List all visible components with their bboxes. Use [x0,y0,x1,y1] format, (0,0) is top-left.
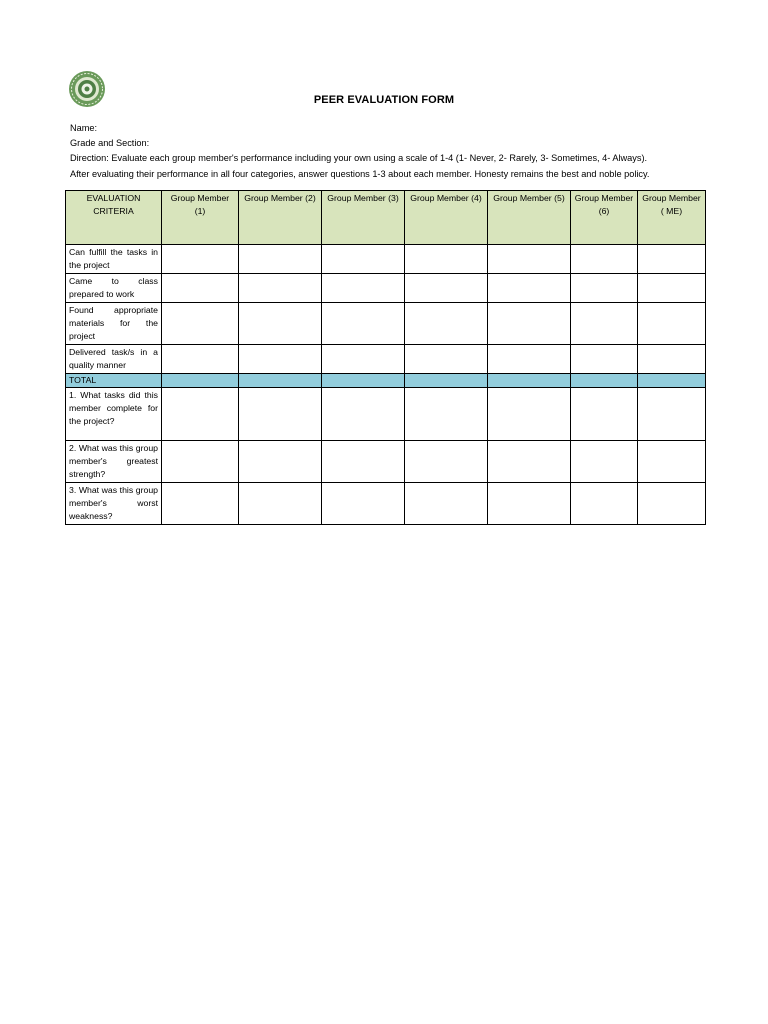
score-cell[interactable] [638,274,706,303]
score-cell[interactable] [162,441,239,483]
criteria-cell: Delivered task/s in a quality manner [66,345,162,374]
table-row [66,483,706,525]
score-cell[interactable] [638,388,706,441]
member-header-7: Group Member ( ME) [638,191,706,245]
score-cell[interactable] [488,345,571,374]
criteria-cell: Can fulfill the tasks in the project [66,245,162,274]
score-cell[interactable] [488,245,571,274]
score-cell[interactable] [488,274,571,303]
header-row [66,191,706,245]
score-cell[interactable] [638,441,706,483]
score-cell[interactable] [239,388,322,441]
score-cell[interactable] [405,345,488,374]
score-cell[interactable] [571,274,638,303]
score-cell[interactable] [162,245,239,274]
score-cell[interactable] [405,483,488,525]
score-cell[interactable] [638,483,706,525]
score-cell[interactable] [322,441,405,483]
score-cell[interactable] [488,388,571,441]
score-cell[interactable] [571,483,638,525]
score-cell[interactable] [162,374,239,388]
score-cell[interactable] [322,374,405,388]
score-cell[interactable] [162,345,239,374]
table-row [66,441,706,483]
total-row [66,374,706,388]
form-title: PEER EVALUATION FORM [313,94,455,106]
score-cell[interactable] [571,345,638,374]
score-cell[interactable] [239,374,322,388]
criteria-cell: TOTAL [66,374,162,388]
score-cell[interactable] [638,374,706,388]
member-header-3: Group Member (3) [322,191,405,245]
member-header-4: Group Member (4) [405,191,488,245]
score-cell[interactable] [239,303,322,345]
score-cell[interactable] [571,303,638,345]
score-cell[interactable] [488,483,571,525]
score-cell[interactable] [638,303,706,345]
score-cell[interactable] [638,245,706,274]
score-cell[interactable] [405,274,488,303]
table-row [66,303,706,345]
direction-text: Direction: Evaluate each group member's performance including your own using a scale of 1-4 (1- Never, 2- Rarely, 3- Sometimes, 4- Always). [70,153,648,164]
score-cell[interactable] [405,441,488,483]
table-row [66,274,706,303]
score-cell[interactable] [239,441,322,483]
member-header-2: Group Member (2) [239,191,322,245]
score-cell[interactable] [571,245,638,274]
score-cell[interactable] [405,303,488,345]
score-cell[interactable] [322,388,405,441]
score-cell[interactable] [571,388,638,441]
criteria-cell: Came to class prepared to work [66,274,162,303]
score-cell[interactable] [571,441,638,483]
score-cell[interactable] [239,345,322,374]
score-cell[interactable] [488,374,571,388]
table-row [66,388,706,441]
score-cell[interactable] [239,274,322,303]
table-row [66,345,706,374]
score-cell[interactable] [488,303,571,345]
criteria-cell: 2. What was this group member's greatest strength? [66,441,162,483]
grade-section-label: Grade and Section: [70,138,150,149]
score-cell[interactable] [239,483,322,525]
score-cell[interactable] [322,483,405,525]
criteria-cell: 1. What tasks did this member complete for the project? [66,388,162,441]
table-row [66,245,706,274]
member-header-1: Group Member (1) [162,191,239,245]
instruction-text: After evaluating their performance in all four categories, answer questions 1-3 about each member. Honesty remains the best and noble policy. [70,168,650,179]
score-cell[interactable] [405,245,488,274]
member-header-6: Group Member (6) [571,191,638,245]
score-cell[interactable] [322,303,405,345]
score-cell[interactable] [162,303,239,345]
name-label: Name: [70,123,98,133]
peer-evaluation-table [65,190,706,525]
score-cell[interactable] [488,441,571,483]
criteria-cell: 3. What was this group member's worst weakness? [66,483,162,525]
score-cell[interactable] [162,388,239,441]
member-header-5: Group Member (5) [488,191,571,245]
form-info [70,121,649,182]
score-cell[interactable] [162,483,239,525]
score-cell[interactable] [322,245,405,274]
score-cell[interactable] [239,245,322,274]
score-cell[interactable] [322,345,405,374]
score-cell[interactable] [571,374,638,388]
score-cell[interactable] [405,388,488,441]
score-cell[interactable] [162,274,239,303]
score-cell[interactable] [322,274,405,303]
score-cell[interactable] [405,374,488,388]
score-cell[interactable] [638,345,706,374]
criteria-cell: Found appropriate materials for the project [66,303,162,345]
criteria-header: EVALUATION CRITERIA [66,191,162,245]
